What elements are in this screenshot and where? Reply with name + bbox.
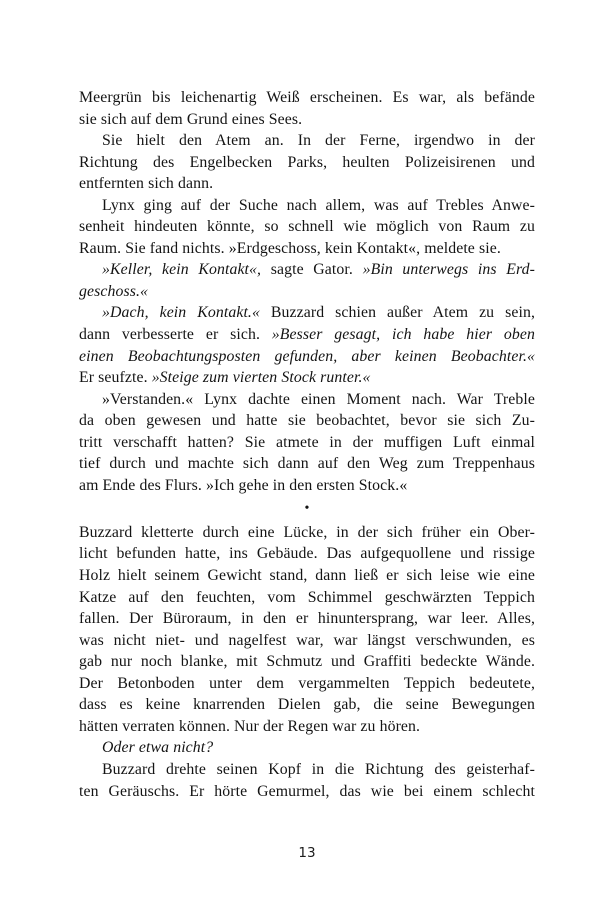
text-line xyxy=(79,152,535,174)
text-line xyxy=(79,173,535,195)
text-line xyxy=(79,781,535,803)
text-segment: »Verstanden.« Lynx dachte einen Moment nach. War Treble xyxy=(102,390,535,408)
paragraph xyxy=(79,302,535,388)
paragraph xyxy=(79,130,535,195)
text-segment: Richtung des Engelbecken Parks, heulten Polizeisirenen und xyxy=(79,153,535,171)
scene-separator: • xyxy=(304,501,310,517)
text-segment: »Bin unterwegs ins Erd- xyxy=(362,261,536,279)
text-line xyxy=(79,216,535,238)
text-line xyxy=(79,630,535,652)
text-line xyxy=(79,475,535,497)
text-segment: Raum. Sie fand nichts. »Erdgeschoss, kein Kontakt«, meldete sie. xyxy=(79,239,501,257)
text-line xyxy=(79,109,535,131)
text-segment: am Ende des Flurs. »Ich gehe in den ersten Stock.« xyxy=(79,476,408,494)
text-line xyxy=(79,367,535,389)
text-line xyxy=(79,195,535,217)
text-segment: entfernten sich dann. xyxy=(79,175,214,193)
text-line xyxy=(79,651,535,673)
text-segment: da oben gewesen und hatte sie beobachtet, bevor sie sich Zu- xyxy=(79,412,535,430)
paragraph xyxy=(79,737,535,759)
text-segment: hätten verraten können. Nur der Regen war zu hören. xyxy=(79,717,421,735)
text-line xyxy=(79,737,535,759)
text-segment: Katze auf den feuchten, vom Schimmel geschwärzten Teppich xyxy=(79,588,535,606)
text-segment: »Dach, kein Kontakt.« xyxy=(102,304,260,322)
text-line xyxy=(79,543,535,565)
text-line xyxy=(79,716,535,738)
text-segment: Buzzard schien außer Atem zu sein, xyxy=(259,304,535,322)
text-segment: gab nur noch blanke, mit Schmutz und Graffiti bedeckte Wände. xyxy=(79,653,535,671)
text-line xyxy=(79,238,535,260)
text-line xyxy=(79,608,535,630)
text-line xyxy=(79,346,535,368)
text-segment: ten Geräuschs. Er hörte Gemurmel, das wie bei einem schlecht xyxy=(79,782,535,800)
page-text xyxy=(79,87,535,802)
text-segment: Er seufzte. xyxy=(79,369,152,387)
text-segment: was nicht niet- und nagelfest war, war längst verschwunden, es xyxy=(79,631,535,649)
text-line xyxy=(79,673,535,695)
text-segment: fallen. Der Büroraum, in den er hinuntersprang, war leer. Alles, xyxy=(79,610,535,628)
text-line xyxy=(79,694,535,716)
text-line xyxy=(79,130,535,152)
text-segment: »Keller, kein Kontakt«, xyxy=(102,261,262,279)
paragraph xyxy=(79,195,535,260)
text-line xyxy=(79,389,535,411)
text-segment: Oder etwa nicht? xyxy=(102,739,214,757)
text-line xyxy=(79,565,535,587)
text-segment: geschoss.« xyxy=(79,282,149,300)
text-line xyxy=(79,259,535,281)
text-segment: tritt verschafft hatten? Sie atmete in der muffigen Luft einmal xyxy=(79,433,535,451)
paragraph xyxy=(79,522,535,737)
text-segment: Sie hielt den Atem an. In der Ferne, irgendwo in der xyxy=(102,132,535,150)
text-line xyxy=(79,410,535,432)
text-segment: Buzzard kletterte durch eine Lücke, in der sich früher ein Ober- xyxy=(79,523,535,541)
paragraph xyxy=(79,259,535,302)
text-line xyxy=(79,281,535,303)
text-segment: Der Betonboden unter dem vergammelten Teppich bedeutete, xyxy=(79,674,535,692)
paragraph xyxy=(79,87,535,130)
text-line xyxy=(79,453,535,475)
text-line xyxy=(79,87,535,109)
text-segment: »Steige zum vierten Stock runter.« xyxy=(151,369,371,387)
text-segment: einen Beobachtungsposten gefunden, aber keinen Beobachter.« xyxy=(79,347,535,365)
text-line xyxy=(79,759,535,781)
page-number: 13 xyxy=(298,845,316,861)
text-line xyxy=(79,302,535,324)
text-line xyxy=(79,522,535,544)
text-segment: senheit hindeuten könnte, so schnell wie möglich von Raum zu xyxy=(79,218,535,236)
text-line xyxy=(79,432,535,454)
text-line xyxy=(79,587,535,609)
text-segment: »Besser gesagt, ich habe hier oben xyxy=(271,326,535,344)
text-segment: tief durch und machte sich dann auf den Weg zum Treppenhaus xyxy=(79,455,535,473)
paragraph xyxy=(79,759,535,802)
text-segment: Holz hielt seinem Gewicht stand, dann ließ er sich leise wie eine xyxy=(79,567,535,585)
text-segment: sie sich auf dem Grund eines Sees. xyxy=(79,110,303,128)
text-segment: licht befunden hatte, ins Gebäude. Das aufgequollene und rissige xyxy=(79,545,535,563)
text-segment: Lynx ging auf der Suche nach allem, was auf Trebles Anwe- xyxy=(102,196,535,214)
text-segment: dann verbesserte er sich. xyxy=(79,326,272,344)
text-line xyxy=(79,324,535,346)
paragraph xyxy=(79,389,535,497)
text-segment: sagte Gator. xyxy=(261,261,363,279)
text-segment: dass es keine knarrenden Dielen gab, die seine Bewegungen xyxy=(79,696,535,714)
text-segment: Buzzard drehte seinen Kopf in die Richtung des geisterhaf- xyxy=(102,760,535,778)
text-segment: Meergrün bis leichenartig Weiß erscheinen. Es war, als befände xyxy=(79,89,535,106)
